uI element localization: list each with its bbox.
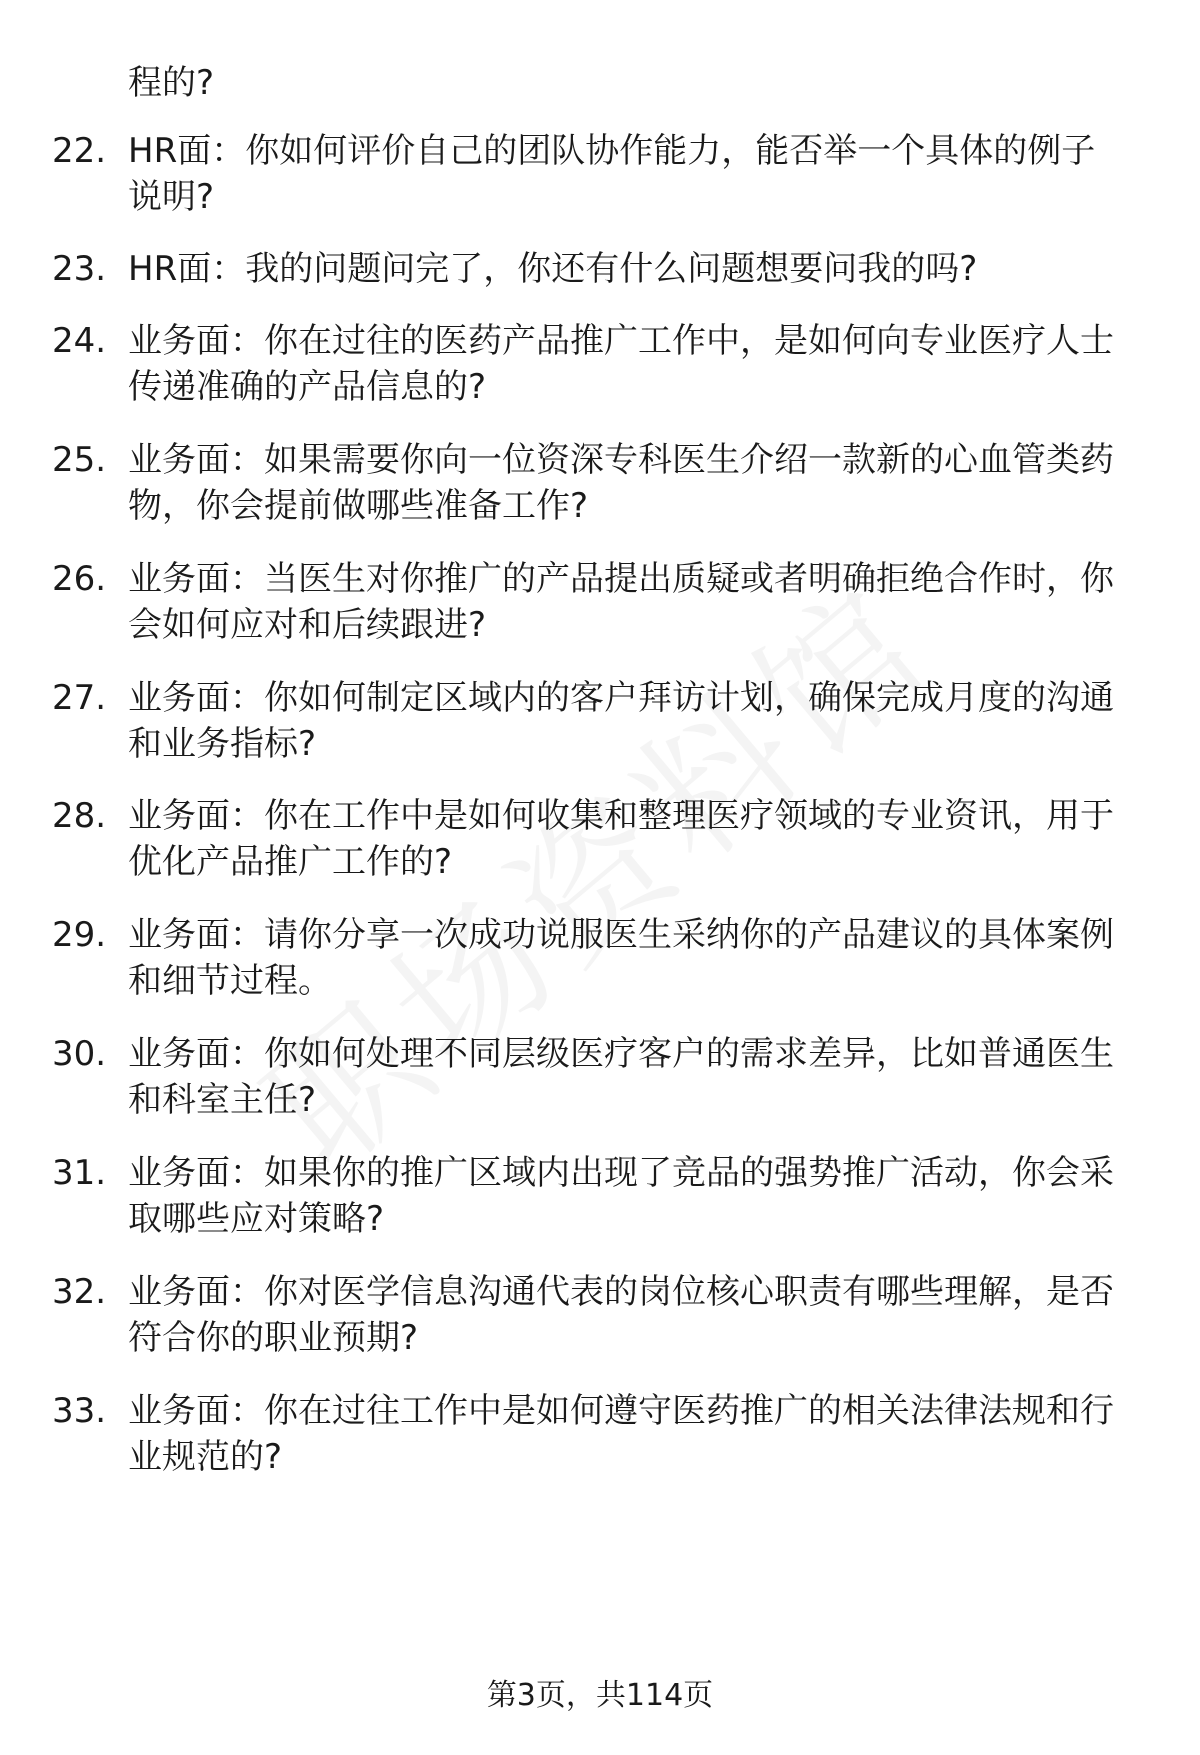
question-number: 33. — [52, 1391, 107, 1431]
question-number: 24. — [52, 321, 107, 361]
question-text: 业务面：你如何制定区域内的客户拜访计划，确保完成月度的沟通和业务指标? — [128, 678, 1114, 764]
question-number: 30. — [52, 1034, 107, 1074]
question-text: 业务面：如果需要你向一位资深专科医生介绍一款新的心血管类药物，你会提前做哪些准备工作? — [128, 440, 1114, 526]
question-item — [52, 1269, 1152, 1361]
question-number: 25. — [52, 440, 107, 480]
question-item — [52, 128, 1152, 220]
question-number: 29. — [52, 915, 107, 955]
question-number: 32. — [52, 1272, 107, 1312]
question-number: 26. — [52, 559, 107, 599]
question-item — [52, 318, 1152, 410]
question-item — [52, 437, 1152, 529]
question-text: HR面：我的问题问完了，你还有什么问题想要问我的吗? — [128, 249, 978, 289]
question-item — [52, 1031, 1152, 1123]
question-text: HR面：你如何评价自己的团队协作能力，能否举一个具体的例子说明? — [128, 131, 1096, 217]
question-number: 27. — [52, 678, 107, 718]
question-number: 22. — [52, 131, 107, 171]
question-item — [52, 556, 1152, 648]
question-text: 业务面：如果你的推广区域内出现了竞品的强势推广活动，你会采取哪些应对策略? — [128, 1153, 1114, 1239]
question-text: 业务面：你在工作中是如何收集和整理医疗领域的专业资讯，用于优化产品推广工作的? — [128, 796, 1114, 882]
question-text: 业务面：你对医学信息沟通代表的岗位核心职责有哪些理解，是否符合你的职业预期? — [128, 1272, 1114, 1358]
question-number: 28. — [52, 796, 107, 836]
question-item — [52, 246, 1152, 292]
question-text: 业务面：当医生对你推广的产品提出质疑或者明确拒绝合作时，你会如何应对和后续跟进? — [128, 559, 1114, 645]
question-item — [52, 793, 1152, 885]
question-number: 31. — [52, 1153, 107, 1193]
continued-question-text: 程的? — [128, 63, 215, 103]
question-text: 业务面：请你分享一次成功说服医生采纳你的产品建议的具体案例和细节过程。 — [128, 915, 1114, 1001]
question-item — [52, 675, 1152, 767]
page-indicator: 第3页，共114页 — [486, 1678, 714, 1713]
question-item — [52, 912, 1152, 1004]
question-text: 业务面：你如何处理不同层级医疗客户的需求差异，比如普通医生和科室主任? — [128, 1034, 1114, 1120]
question-item — [52, 1388, 1152, 1480]
question-text: 业务面：你在过往工作中是如何遵守医药推广的相关法律法规和行业规范的? — [128, 1391, 1114, 1477]
question-item — [52, 1150, 1152, 1242]
question-number: 23. — [52, 249, 107, 289]
question-text: 业务面：你在过往的医药产品推广工作中，是如何向专业医疗人士传递准确的产品信息的? — [128, 321, 1114, 407]
